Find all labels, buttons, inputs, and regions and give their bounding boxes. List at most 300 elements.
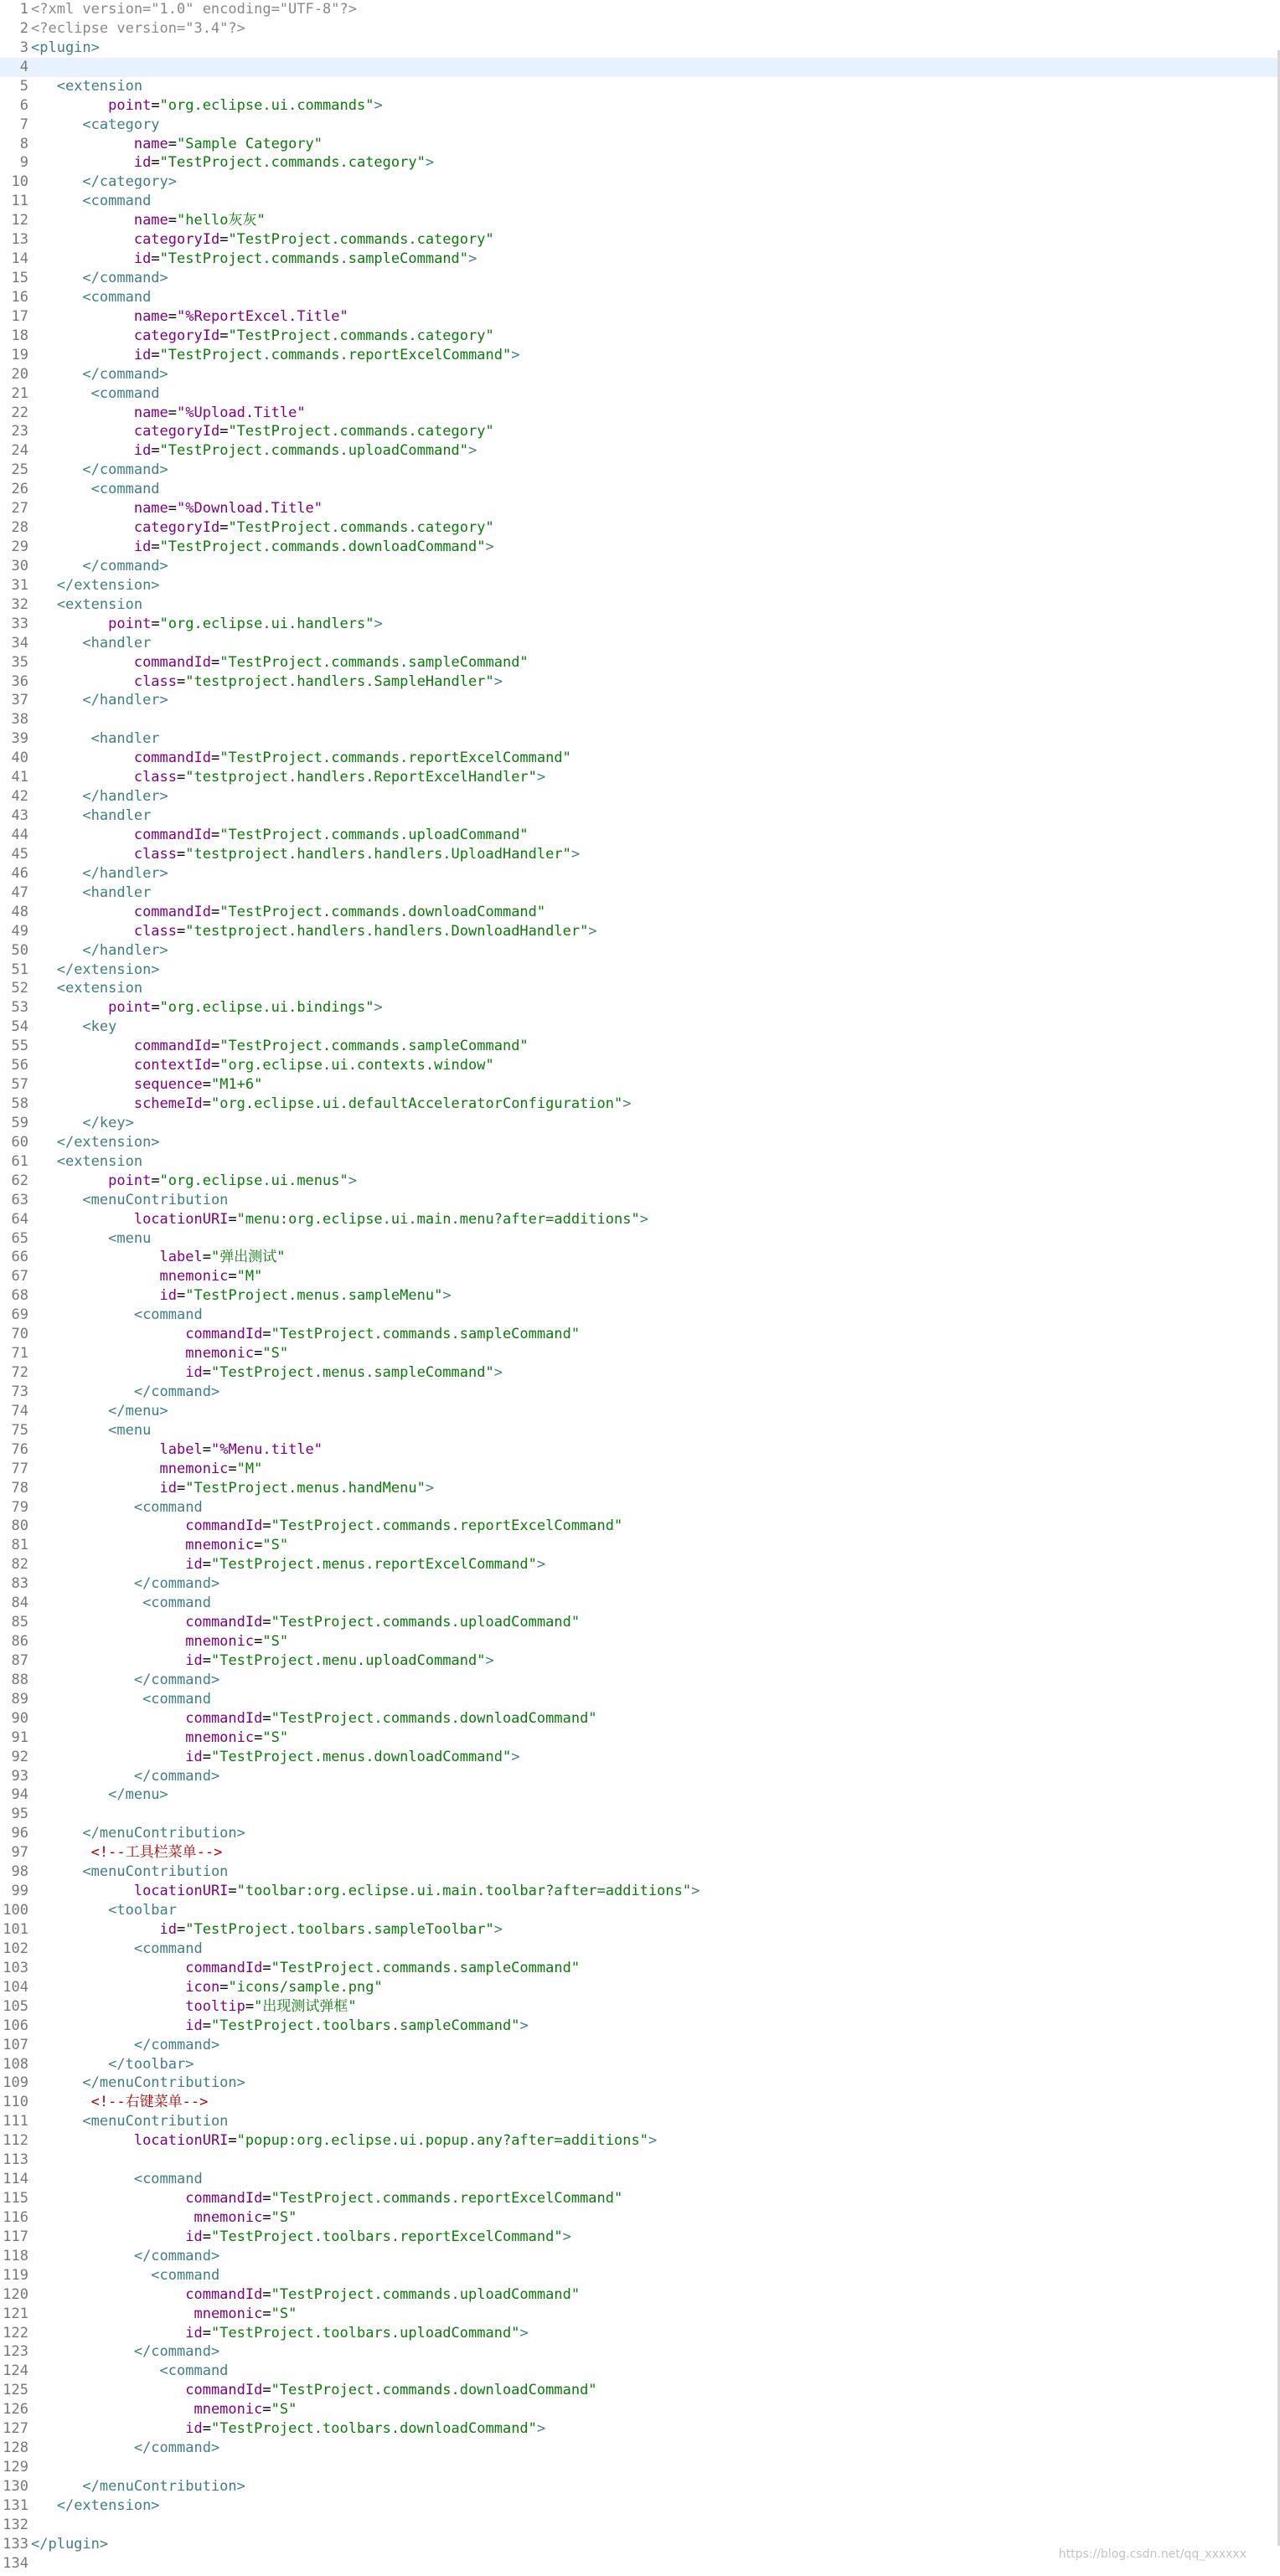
line-text[interactable]: point="org.eclipse.ui.commands">: [108, 96, 383, 114]
line-text[interactable]: contextId="org.eclipse.ui.contexts.window": [133, 1057, 494, 1074]
line-number: 23: [11, 423, 28, 440]
code-line[interactable]: [0, 1613, 1277, 1632]
code-line[interactable]: [0, 961, 1277, 980]
line-text[interactable]: id="TestProject.menus.sampleCommand">: [185, 1364, 503, 1382]
code-line[interactable]: [0, 1306, 1277, 1325]
code-line[interactable]: [0, 327, 1277, 346]
line-number: 13: [11, 231, 28, 249]
line-number: 107: [3, 2036, 28, 2053]
code-line[interactable]: [0, 2439, 1277, 2458]
code-line[interactable]: [0, 2208, 1277, 2228]
code-line[interactable]: [0, 806, 1277, 826]
line-text[interactable]: id="TestProject.commands.sampleCommand">: [133, 250, 477, 268]
code-line[interactable]: [0, 173, 1277, 192]
line-number: 59: [11, 1114, 28, 1131]
code-line[interactable]: [0, 1479, 1277, 1498]
line-number: 3: [19, 39, 28, 56]
code-line[interactable]: [0, 1785, 1277, 1805]
line-number: 69: [11, 1306, 28, 1324]
code-line[interactable]: [0, 922, 1277, 941]
line-text[interactable]: <menu: [108, 1229, 152, 1247]
line-text[interactable]: commandId="TestProject.commands.sampleCommand": [133, 653, 529, 671]
code-line[interactable]: [0, 1383, 1277, 1402]
code-line[interactable]: [0, 2362, 1277, 2381]
code-line[interactable]: [0, 1632, 1277, 1651]
code-line[interactable]: [0, 2516, 1277, 2535]
code-line[interactable]: [0, 2419, 1277, 2439]
line-text[interactable]: <command: [133, 1940, 203, 1957]
line-number: 128: [3, 2439, 28, 2457]
line-text[interactable]: commandId="TestProject.commands.reportExcelCommand": [133, 750, 571, 767]
code-line[interactable]: [0, 1325, 1277, 1344]
code-line[interactable]: [0, 2324, 1277, 2343]
line-text[interactable]: </menu>: [108, 1786, 168, 1804]
code-line[interactable]: [0, 1498, 1277, 1517]
line-text[interactable]: </command>: [82, 557, 168, 574]
code-line[interactable]: [0, 135, 1277, 154]
line-text[interactable]: sequence="M1+6": [133, 1076, 263, 1094]
line-text[interactable]: <command: [133, 1498, 203, 1516]
line-text[interactable]: mnemonic="S": [185, 1345, 289, 1363]
line-number: 130: [3, 2477, 28, 2495]
line-text[interactable]: id="TestProject.commands.downloadCommand">: [133, 538, 494, 556]
line-text[interactable]: id="TestProject.menus.downloadCommand">: [185, 1748, 520, 1765]
line-number: 62: [11, 1172, 28, 1189]
code-line[interactable]: [0, 1882, 1277, 1901]
line-number: 97: [11, 1844, 28, 1862]
line-number: 37: [11, 692, 28, 709]
line-number: 134: [3, 2554, 28, 2572]
code-line[interactable]: [0, 2477, 1277, 2496]
line-text[interactable]: <extension: [56, 77, 143, 95]
code-line[interactable]: [0, 58, 1277, 77]
line-number: 21: [11, 384, 28, 402]
code-line[interactable]: [0, 1075, 1277, 1095]
line-text[interactable]: </command>: [133, 2036, 220, 2053]
line-text[interactable]: commandId="TestProject.commands.reportExcelCommand": [185, 2190, 623, 2208]
line-text[interactable]: <command: [159, 2362, 229, 2380]
line-text[interactable]: commandId="TestProject.commands.uploadCommand": [185, 1614, 581, 1631]
line-text[interactable]: </command>: [133, 2247, 220, 2264]
line-number: 47: [11, 884, 28, 901]
code-line[interactable]: [0, 461, 1277, 480]
line-text[interactable]: locationURI="toolbar:org.eclipse.ui.main.toolbar?after=additions">: [133, 1883, 700, 1900]
line-text[interactable]: point="org.eclipse.ui.handlers">: [108, 615, 383, 632]
code-line[interactable]: [0, 845, 1277, 864]
line-text[interactable]: </command>: [133, 1383, 220, 1400]
line-text[interactable]: categoryId="TestProject.commands.category": [133, 231, 494, 249]
code-line[interactable]: [0, 2189, 1277, 2208]
code-line[interactable]: [0, 2247, 1277, 2266]
line-number: 42: [11, 788, 28, 806]
code-line[interactable]: [0, 2055, 1277, 2074]
line-text[interactable]: </command>: [82, 270, 168, 287]
code-line[interactable]: [0, 1286, 1277, 1306]
line-text[interactable]: <command: [142, 1690, 211, 1708]
code-line[interactable]: [0, 116, 1277, 135]
line-text[interactable]: <command: [90, 384, 160, 402]
code-line[interactable]: [0, 884, 1277, 903]
line-number: 52: [11, 980, 28, 997]
line-text[interactable]: id="TestProject.toolbars.sampleToolbar">: [159, 1921, 503, 1938]
line-text[interactable]: </command>: [82, 461, 168, 479]
line-text[interactable]: commandId="TestProject.commands.uploadCommand": [185, 2285, 581, 2303]
code-line[interactable]: [0, 749, 1277, 768]
line-text[interactable]: <command: [151, 2266, 220, 2284]
code-line[interactable]: [0, 1594, 1277, 1613]
code-line[interactable]: [0, 2381, 1277, 2400]
code-line[interactable]: [0, 2017, 1277, 2036]
code-line[interactable]: [0, 2285, 1277, 2305]
code-line[interactable]: [0, 1690, 1277, 1709]
line-text[interactable]: <category: [82, 116, 160, 133]
code-line[interactable]: [0, 1056, 1277, 1075]
line-number: 27: [11, 500, 28, 518]
code-line[interactable]: [0, 1767, 1277, 1786]
code-line[interactable]: [0, 1517, 1277, 1536]
code-line[interactable]: [0, 1344, 1277, 1363]
watermark: https://blog.csdn.net/qq_xxxxxx: [1058, 2548, 1246, 2561]
line-text[interactable]: </handler>: [82, 864, 168, 882]
code-line[interactable]: [0, 2496, 1277, 2516]
line-text[interactable]: </menu>: [108, 1402, 168, 1419]
code-line[interactable]: [0, 1037, 1277, 1056]
line-text[interactable]: mnemonic="M": [159, 1268, 263, 1285]
code-line[interactable]: [0, 2266, 1277, 2285]
line-number: 75: [11, 1421, 28, 1439]
line-number: 28: [11, 519, 28, 537]
code-line[interactable]: [0, 2342, 1277, 2362]
code-line[interactable]: [0, 1536, 1277, 1555]
line-text[interactable]: name="%ReportExcel.Title": [133, 307, 348, 325]
code-line[interactable]: [0, 1651, 1277, 1671]
line-text[interactable]: id="TestProject.menus.handMenu">: [159, 1479, 435, 1497]
line-number: 95: [11, 1806, 28, 1823]
line-text[interactable]: <menuContribution: [82, 1863, 229, 1881]
code-line[interactable]: [0, 2093, 1277, 2112]
line-text[interactable]: <handler: [82, 884, 152, 901]
code-line[interactable]: [0, 1152, 1277, 1172]
line-number: 18: [11, 327, 28, 344]
line-number: 11: [11, 193, 28, 210]
line-text[interactable]: class="testproject.handlers.ReportExcelHandler">: [133, 769, 546, 786]
line-number: 48: [11, 903, 28, 920]
line-text[interactable]: <handler: [82, 807, 152, 825]
code-line[interactable]: [0, 615, 1277, 634]
line-text[interactable]: mnemonic="S": [194, 2401, 297, 2419]
line-text[interactable]: </handler>: [82, 692, 168, 709]
line-number: 83: [11, 1575, 28, 1593]
code-line[interactable]: [0, 1901, 1277, 1920]
code-line[interactable]: [0, 1940, 1277, 1959]
line-text[interactable]: id="TestProject.commands.category">: [133, 154, 435, 172]
code-line[interactable]: [0, 1460, 1277, 1479]
line-text[interactable]: </toolbar>: [108, 2055, 194, 2073]
line-text[interactable]: label="%Menu.title": [159, 1440, 323, 1458]
line-text[interactable]: icon="icons/sample.png": [185, 1978, 383, 1996]
line-text[interactable]: <extension: [56, 1152, 143, 1170]
code-line[interactable]: [0, 998, 1277, 1018]
line-text[interactable]: commandId="TestProject.commands.sampleCommand": [185, 1326, 581, 1343]
line-text[interactable]: mnemonic="M": [159, 1460, 263, 1477]
line-text[interactable]: <command: [133, 1306, 203, 1324]
code-line[interactable]: [0, 1229, 1277, 1249]
code-line[interactable]: [0, 710, 1277, 729]
line-text[interactable]: categoryId="TestProject.commands.category": [133, 327, 494, 344]
line-number: 40: [11, 750, 28, 767]
code-line[interactable]: [0, 1959, 1277, 1978]
code-line[interactable]: [0, 672, 1277, 692]
line-text[interactable]: id="TestProject.commands.uploadCommand">: [133, 442, 477, 460]
code-line[interactable]: [0, 1248, 1277, 1267]
line-text[interactable]: id="TestProject.toolbars.reportExcelCommand">: [185, 2228, 571, 2245]
code-line[interactable]: [0, 2400, 1277, 2419]
code-line[interactable]: [0, 1862, 1277, 1882]
code-line[interactable]: [0, 1440, 1277, 1460]
line-text[interactable]: id="TestProject.menu.uploadCommand">: [185, 1651, 494, 1669]
code-line[interactable]: [0, 1210, 1277, 1229]
code-line[interactable]: [0, 595, 1277, 615]
line-text[interactable]: commandId="TestProject.commands.downloadCommand": [185, 2382, 597, 2399]
code-line[interactable]: [0, 96, 1277, 116]
code-line[interactable]: [0, 1920, 1277, 1940]
line-text[interactable]: id="TestProject.menus.reportExcelCommand">: [185, 1556, 546, 1574]
line-text[interactable]: </extension>: [56, 576, 160, 594]
line-text[interactable]: commandId="TestProject.commands.reportExcelCommand": [185, 1517, 623, 1535]
line-number: 22: [11, 404, 28, 421]
code-line[interactable]: [0, 230, 1277, 250]
code-line[interactable]: [0, 653, 1277, 672]
line-text[interactable]: <!--工具栏菜单-->: [90, 1844, 223, 1862]
code-line[interactable]: [0, 422, 1277, 441]
code-line[interactable]: [0, 2131, 1277, 2151]
code-line[interactable]: [0, 1114, 1277, 1133]
line-text[interactable]: </menuContribution>: [82, 1825, 245, 1842]
line-text[interactable]: name="hello灰灰": [133, 212, 266, 229]
code-line[interactable]: [0, 903, 1277, 922]
line-text[interactable]: mnemonic="S": [194, 2305, 297, 2322]
line-text[interactable]: <extension: [56, 980, 143, 997]
code-line[interactable]: [0, 39, 1277, 58]
line-text[interactable]: </extension>: [56, 1133, 160, 1151]
code-line[interactable]: [0, 2305, 1277, 2324]
line-text[interactable]: </menuContribution>: [82, 2074, 245, 2092]
line-text[interactable]: point="org.eclipse.ui.bindings">: [108, 999, 383, 1017]
code-line[interactable]: [0, 557, 1277, 576]
code-line[interactable]: [0, 1997, 1277, 2017]
line-text[interactable]: <handler: [90, 730, 160, 748]
code-line[interactable]: [0, 269, 1277, 288]
line-number: 100: [3, 1902, 28, 1919]
code-line[interactable]: [0, 787, 1277, 806]
code-line[interactable]: [0, 729, 1277, 749]
line-text[interactable]: <command: [133, 2171, 203, 2188]
line-number: 84: [11, 1595, 28, 1612]
code-line[interactable]: [0, 1095, 1277, 1114]
line-number: 93: [11, 1767, 28, 1785]
code-line[interactable]: [0, 2170, 1277, 2189]
code-line[interactable]: [0, 384, 1277, 404]
line-text[interactable]: <command: [82, 193, 152, 210]
line-number: 9: [19, 154, 28, 172]
line-text[interactable]: </command>: [133, 1767, 220, 1785]
code-line[interactable]: [0, 576, 1277, 595]
code-line[interactable]: [0, 2151, 1277, 2170]
code-line[interactable]: [0, 2458, 1277, 2477]
code-line[interactable]: [0, 1402, 1277, 1421]
code-line[interactable]: [0, 1172, 1277, 1191]
code-line[interactable]: [0, 979, 1277, 998]
line-number: 96: [11, 1825, 28, 1842]
code-line[interactable]: [0, 1574, 1277, 1594]
code-line[interactable]: [0, 2036, 1277, 2055]
code-line[interactable]: [0, 691, 1277, 710]
code-line[interactable]: [0, 1191, 1277, 1210]
code-line[interactable]: [0, 1824, 1277, 1843]
line-number: 51: [11, 961, 28, 978]
code-line[interactable]: [0, 538, 1277, 557]
code-line[interactable]: [0, 77, 1277, 96]
line-text[interactable]: <?eclipse version="3.4"?>: [31, 19, 245, 37]
line-text[interactable]: tooltip="出现测试弹框": [185, 1997, 357, 2015]
line-text[interactable]: <command: [142, 1595, 211, 1612]
line-text[interactable]: <menuContribution: [82, 1191, 229, 1208]
line-text[interactable]: </command>: [133, 1671, 220, 1688]
line-text[interactable]: commandId="TestProject.commands.sampleCommand": [185, 1959, 581, 1976]
code-line[interactable]: [0, 346, 1277, 365]
line-text[interactable]: </handler>: [82, 788, 168, 806]
code-line[interactable]: [0, 365, 1277, 384]
code-line[interactable]: [0, 1728, 1277, 1748]
line-number: 98: [11, 1863, 28, 1881]
line-text[interactable]: id="TestProject.commands.reportExcelCommand">: [133, 346, 520, 363]
line-text[interactable]: name="Sample Category": [133, 135, 323, 152]
code-line[interactable]: [0, 441, 1277, 461]
code-line[interactable]: [0, 0, 1277, 19]
line-text[interactable]: id="TestProject.toolbars.uploadCommand">: [185, 2324, 529, 2342]
code-line[interactable]: [0, 1709, 1277, 1728]
code-line[interactable]: [0, 1805, 1277, 1824]
line-text[interactable]: <!--右键菜单-->: [90, 2094, 209, 2111]
line-text[interactable]: <?xml version="1.0" encoding="UTF-8"?>: [31, 1, 357, 18]
line-number: 87: [11, 1651, 28, 1669]
line-text[interactable]: mnemonic="S": [185, 1537, 289, 1554]
code-line[interactable]: [0, 864, 1277, 884]
line-text[interactable]: </command>: [133, 2343, 220, 2361]
line-text[interactable]: </command>: [82, 365, 168, 383]
line-text[interactable]: </handler>: [82, 941, 168, 959]
line-text[interactable]: <key: [82, 1018, 117, 1036]
code-line[interactable]: [0, 192, 1277, 211]
line-number: 39: [11, 730, 28, 748]
code-line[interactable]: [0, 1018, 1277, 1037]
line-text[interactable]: id="TestProject.toolbars.sampleCommand">: [185, 2017, 529, 2034]
line-text[interactable]: id="TestProject.menus.sampleMenu">: [159, 1287, 452, 1305]
code-line[interactable]: [0, 768, 1277, 787]
code-line[interactable]: [0, 941, 1277, 961]
line-text[interactable]: mnemonic="S": [194, 2208, 297, 2226]
code-line[interactable]: [0, 480, 1277, 499]
code-line[interactable]: [0, 2112, 1277, 2131]
line-text[interactable]: <extension: [56, 595, 143, 613]
code-line[interactable]: [0, 1555, 1277, 1574]
line-text[interactable]: <handler: [82, 634, 152, 652]
line-text[interactable]: class="testproject.handlers.SampleHandler">: [133, 672, 503, 690]
code-line[interactable]: [0, 1748, 1277, 1767]
line-number: 50: [11, 941, 28, 959]
code-line[interactable]: [0, 288, 1277, 307]
line-text[interactable]: name="%Download.Title": [133, 500, 323, 518]
code-line[interactable]: [0, 250, 1277, 269]
line-text[interactable]: locationURI="menu:org.eclipse.ui.main.menu?after=additions">: [133, 1210, 648, 1228]
line-text[interactable]: </extension>: [56, 2496, 160, 2514]
code-line[interactable]: [0, 1421, 1277, 1440]
line-text[interactable]: class="testproject.handlers.handlers.DownloadHandler">: [133, 922, 597, 940]
code-line[interactable]: [0, 2228, 1277, 2247]
code-line[interactable]: [0, 499, 1277, 518]
line-text[interactable]: <command: [90, 481, 160, 498]
line-text[interactable]: </command>: [133, 1575, 220, 1593]
line-text[interactable]: </command>: [133, 2439, 220, 2457]
code-line[interactable]: [0, 1267, 1277, 1286]
line-text[interactable]: </menuContribution>: [82, 2477, 245, 2495]
line-text[interactable]: commandId="TestProject.commands.downloadCommand": [185, 1709, 597, 1727]
line-text[interactable]: <menuContribution: [82, 2113, 229, 2130]
line-text[interactable]: categoryId="TestProject.commands.category": [133, 423, 494, 440]
line-text[interactable]: <toolbar: [108, 1902, 178, 1919]
line-text[interactable]: schemeId="org.eclipse.ui.defaultAcceleratorConfiguration">: [133, 1095, 632, 1112]
line-text[interactable]: <command: [82, 288, 152, 306]
line-text[interactable]: commandId="TestProject.commands.sampleCommand": [133, 1038, 529, 1055]
code-line[interactable]: [0, 1843, 1277, 1862]
code-line[interactable]: [0, 307, 1277, 327]
line-number: 72: [11, 1364, 28, 1382]
line-text[interactable]: label="弹出测试": [159, 1249, 286, 1266]
code-line[interactable]: [0, 1363, 1277, 1383]
line-number: 131: [3, 2496, 28, 2514]
line-text[interactable]: <plugin>: [31, 39, 100, 56]
line-text[interactable]: commandId="TestProject.commands.uploadCommand": [133, 826, 529, 843]
line-text[interactable]: id="TestProject.toolbars.downloadCommand">: [185, 2420, 546, 2438]
line-text[interactable]: point="org.eclipse.ui.menus">: [108, 1172, 357, 1189]
code-line[interactable]: [0, 1133, 1277, 1152]
line-text[interactable]: commandId="TestProject.commands.downloadCommand": [133, 903, 546, 920]
line-number: 65: [11, 1229, 28, 1247]
line-text[interactable]: mnemonic="S": [185, 1728, 289, 1746]
code-line[interactable]: [0, 211, 1277, 230]
line-text[interactable]: </key>: [82, 1114, 134, 1131]
code-line[interactable]: [0, 1978, 1277, 1997]
line-text[interactable]: name="%Upload.Title": [133, 404, 306, 421]
code-line[interactable]: [0, 19, 1277, 39]
code-line[interactable]: [0, 1671, 1277, 1690]
code-line[interactable]: [0, 826, 1277, 845]
line-text[interactable]: mnemonic="S": [185, 1633, 289, 1651]
line-text[interactable]: locationURI="popup:org.eclipse.ui.popup.any?after=additions">: [133, 2132, 658, 2150]
line-text[interactable]: </plugin>: [31, 2535, 109, 2553]
line-text[interactable]: categoryId="TestProject.commands.category": [133, 519, 494, 537]
line-text[interactable]: <menu: [108, 1421, 152, 1439]
line-text[interactable]: </category>: [82, 173, 178, 191]
code-line[interactable]: [0, 404, 1277, 423]
code-line[interactable]: [0, 153, 1277, 173]
line-text[interactable]: </extension>: [56, 961, 160, 978]
code-line[interactable]: [0, 634, 1277, 653]
line-text[interactable]: class="testproject.handlers.handlers.UploadHandler">: [133, 845, 581, 863]
code-line[interactable]: [0, 2074, 1277, 2093]
line-number: 89: [11, 1690, 28, 1708]
code-line[interactable]: [0, 518, 1277, 538]
